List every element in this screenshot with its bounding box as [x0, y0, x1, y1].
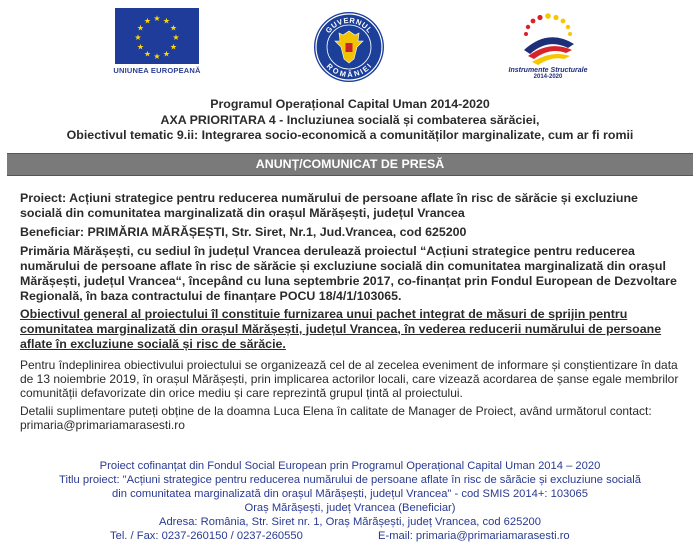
svg-text:★: ★ [172, 33, 180, 42]
instrumente-structurale-logo [498, 10, 598, 80]
svg-text:ROMÂNIEI: ROMÂNIEI [324, 61, 374, 80]
program-title: Programul Operațional Capital Uman 2014-2020 [210, 97, 490, 111]
svg-text:★: ★ [143, 16, 152, 26]
footer [0, 459, 700, 543]
svg-text:★: ★ [169, 42, 178, 52]
footer-email: E-mail: primaria@primariamarasesti.ro [378, 530, 570, 542]
priority-axis: AXA PRIORITARA 4 - Incluziunea socială și combaterea sărăciei, [160, 112, 540, 127]
event-paragraph: Pentru îndeplinirea obiectivului proiectului se organizează cel de al zecelea eveniment de informare și conștientizare în data de 13 noiembrie 2019, în orașul Mărășești, prin implicarea actorilor locali, care vizează acordarea de șanse egale membrilor comunității defavorizate din orice mediu și care reprezintă grupul țintă al proiectului. [20, 357, 679, 400]
is-caption-title: Instrumente Structurale [508, 67, 588, 74]
footer-address: Adresa: România, Str. Siret nr. 1, Oraș Mărășești, județ Vrancea, cod 625200 [158, 516, 542, 528]
project-description-paragraph: Primăria Mărășești, cu sediul în județul Vrancea derulează proiectul “Acțiuni strategice pentru reducerea numărului de persoane aflate în risc de sărăcie și excluziune socială din comunitatea marginalizată din orașul Mărășești, județul Vrancea“, începând cu luna septembrie 2017, co-finanțat prin Fondul European de Dezvoltare Regională, în baza contractului de finanțare POCU 18/4/1/103065. [20, 244, 677, 303]
thematic-objective: Obiectivul tematic 9.ii: Integrarea socio-economică a comunităților marginalizate, cum ar fi romii [66, 128, 634, 142]
beneficiary-paragraph: Beneficiar: PRIMĂRIA MĂRĂȘEȘTI, Str. Siret, Nr.1, Jud.Vrancea, cod 625200 [20, 224, 467, 239]
government-seal-icon [313, 11, 385, 83]
eu-caption: UNIUNEA EUROPEANĂ [113, 66, 201, 75]
svg-text:★: ★ [169, 23, 178, 33]
footer-project-title-1: Titlu proiect: "Acțiuni strategice pentru reducerea numărului de persoane aflate în risc de sărăcie și excluziune socială [59, 474, 641, 486]
instrumente-structurale-icon [498, 10, 598, 66]
svg-text:★: ★ [162, 16, 171, 26]
eu-flag-icon [115, 8, 199, 64]
press-release-body [20, 191, 682, 437]
footer-cofinancing: Proiect cofinanțat din Fondul Social European prin Programul Operațional Capital Uman 2014 – 2020 [99, 460, 601, 472]
press-release-banner [7, 153, 693, 176]
logo-header [0, 0, 700, 92]
footer-beneficiary: Oraș Mărășești, județ Vrancea (Beneficiar) [244, 502, 456, 514]
svg-text:★: ★ [136, 23, 145, 33]
svg-text:★: ★ [136, 42, 145, 52]
svg-text:★: ★ [134, 33, 142, 42]
footer-contact-row [0, 529, 700, 543]
contact-details-paragraph: Detalii suplimentare puteți obține de la doamna Luca Elena în calitate de Manager de Proiect, având următorul contact: primaria@primariamarasesti.ro [20, 404, 652, 433]
project-paragraph: Proiect: Acțiuni strategice pentru reducerea numărului de persoane aflate în risc de sărăcie și excluziune socială din comunitatea marginalizată din orașul Mărășești, județul Vrancea [20, 191, 638, 220]
general-objective-paragraph: Obiectivul general al proiectului îl constituie furnizarea unui pachet integrat de măsuri de sprijin pentru comunitatea marginalizată din orașul Mărășești, județul Vrancea, în vederea reducerii numărului de persoane aflate în excluziune socială și risc de sărăcie. [20, 306, 662, 351]
svg-text:GUVERNUL: GUVERNUL [323, 15, 375, 35]
svg-text:★: ★ [153, 52, 161, 61]
press-release-title: ANUNȚ/COMUNICAT DE PRESĂ [255, 157, 445, 171]
is-caption-years: 2014-2020 [533, 74, 563, 80]
footer-project-title-2: din comunitatea marginalizată din orașul Mărășești, județul Vrancea" - cod SMIS 2014+: 103065 [112, 488, 588, 500]
eu-logo [112, 8, 202, 75]
svg-text:★: ★ [162, 49, 171, 59]
svg-text:★: ★ [153, 14, 161, 23]
program-header [0, 97, 700, 144]
footer-phone: Tel. / Fax: 0237-260150 / 0237-260550 [110, 530, 303, 542]
svg-text:★: ★ [143, 49, 152, 59]
